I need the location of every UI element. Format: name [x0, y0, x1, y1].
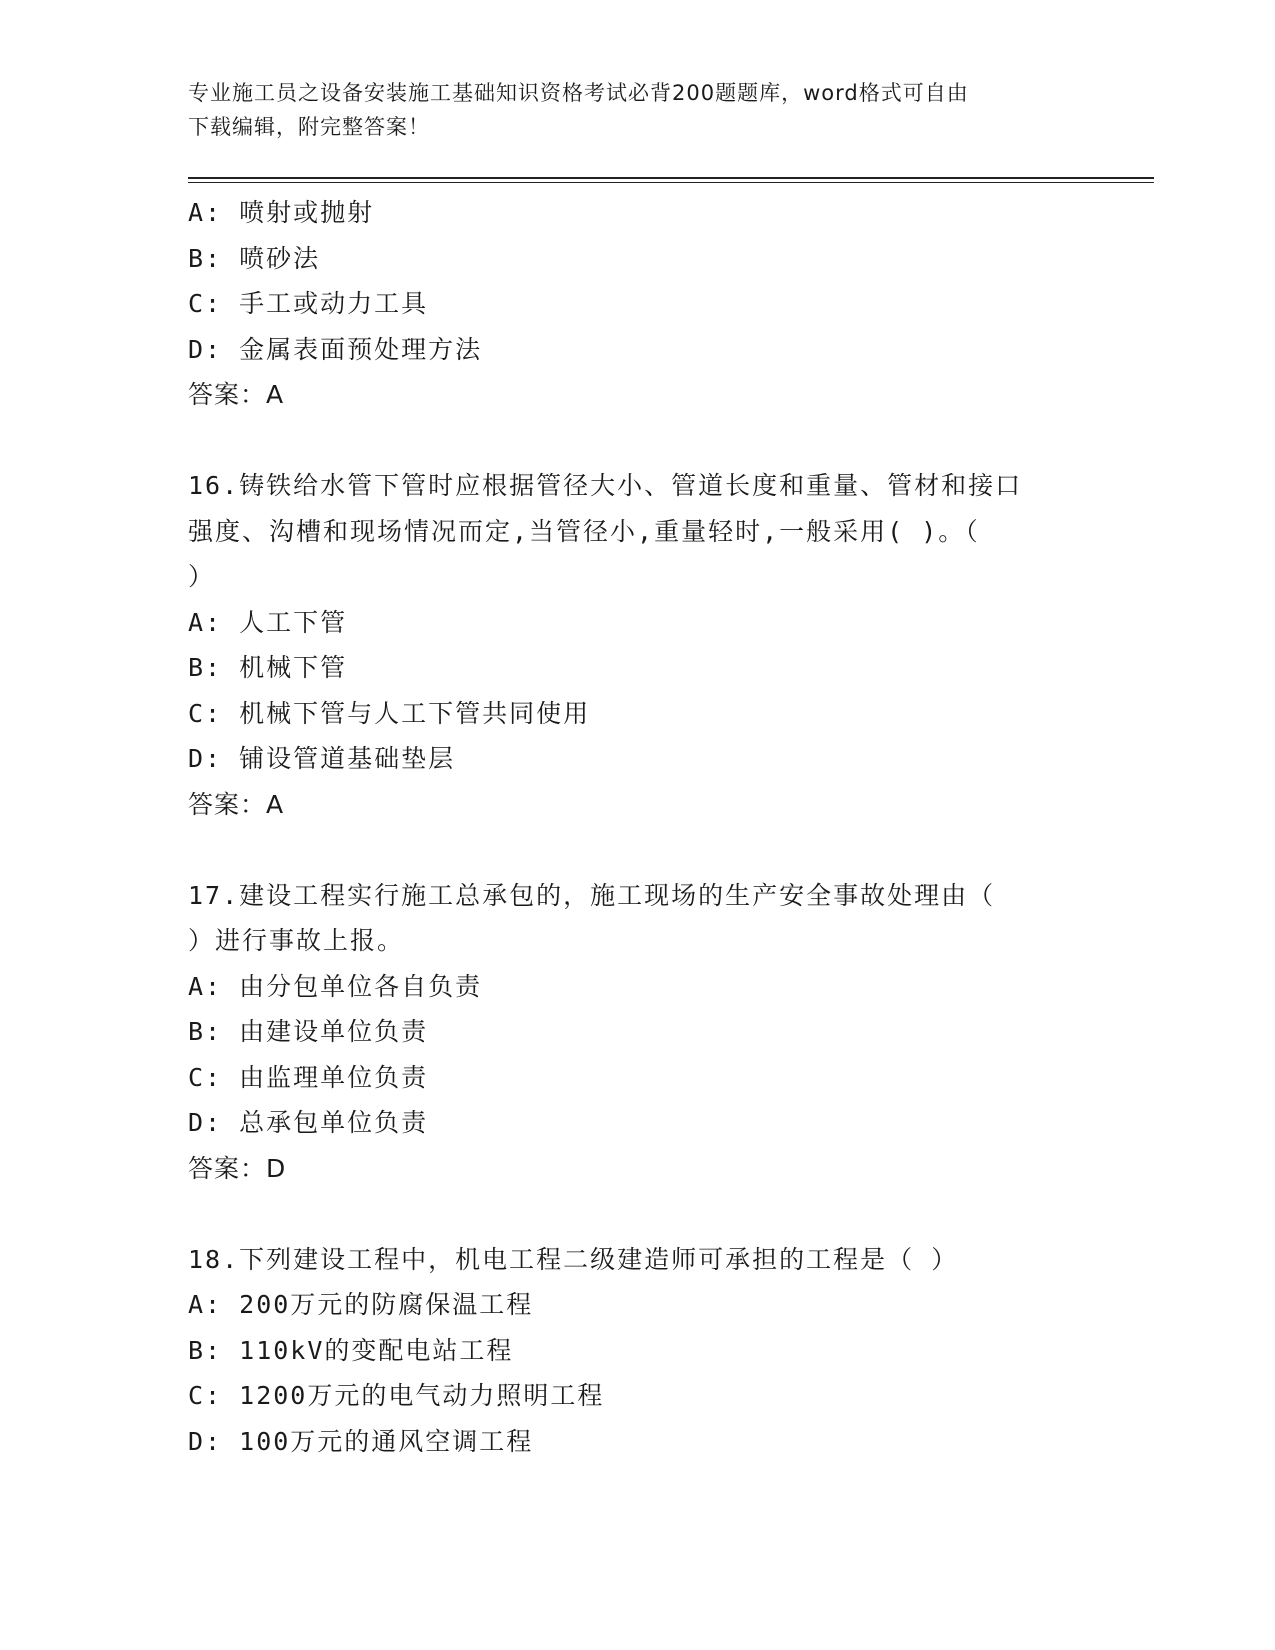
- option-c: C: 由监理单位负责: [188, 1062, 429, 1092]
- question-text-line: ）进行事故上报。: [188, 926, 405, 955]
- header-title-line-2: 下载编辑，附完整答案！: [188, 115, 430, 139]
- question-text-line: 18.下列建设工程中，机电工程二级建造师可承担的工程是（ ）: [188, 1244, 959, 1274]
- option-d: D: 铺设管道基础垫层: [188, 744, 456, 773]
- option-d: D: 100万元的通风空调工程: [188, 1426, 534, 1456]
- option-b: B: 110kV的变配电站工程: [188, 1335, 514, 1365]
- option-a: A: 200万元的防腐保温工程: [188, 1290, 534, 1319]
- option-a: A: 由分包单位各自负责: [188, 971, 483, 1001]
- page-header: [188, 76, 1088, 144]
- header-title-line-1: 专业施工员之设备安装施工基础知识资格考试必背200题题库，word格式可自由: [188, 81, 969, 105]
- option-a: A: 人工下管: [188, 607, 348, 637]
- document-body: [188, 190, 1088, 1464]
- answer: 答案：A: [188, 789, 285, 819]
- option-d: D: 总承包单位负责: [188, 1108, 429, 1137]
- spacer: [188, 1191, 1088, 1237]
- option-b: B: 机械下管: [188, 653, 348, 682]
- question-text-line: 强度、沟槽和现场情况而定,当管径小,重量轻时,一般采用( )。（: [188, 516, 980, 546]
- option-c: C: 手工或动力工具: [188, 289, 429, 318]
- header-rule-thick: [188, 177, 1154, 179]
- spacer: [188, 418, 1088, 464]
- option-b: B: 由建设单位负责: [188, 1017, 429, 1046]
- question-text-line: ）: [188, 562, 216, 591]
- option-b: B: 喷砂法: [188, 243, 321, 273]
- spacer: [188, 827, 1088, 873]
- question-18: [188, 1237, 1088, 1465]
- option-a: A: 喷射或抛射: [188, 198, 375, 227]
- answer: 答案：D: [188, 1153, 287, 1183]
- option-d: D: 金属表面预处理方法: [188, 334, 483, 364]
- header-rule-thin: [188, 182, 1154, 183]
- option-c: C: 机械下管与人工下管共同使用: [188, 698, 591, 728]
- answer: 答案：A: [188, 380, 285, 409]
- question-text-line: 16.铸铁给水管下管时应根据管径大小、管道长度和重量、管材和接口: [188, 471, 1023, 500]
- question-16: [188, 463, 1088, 827]
- option-c: C: 1200万元的电气动力照明工程: [188, 1381, 605, 1410]
- question-17: [188, 873, 1088, 1192]
- question-text-line: 17.建设工程实行施工总承包的，施工现场的生产安全事故处理由（: [188, 880, 996, 910]
- question-15: [188, 190, 1088, 418]
